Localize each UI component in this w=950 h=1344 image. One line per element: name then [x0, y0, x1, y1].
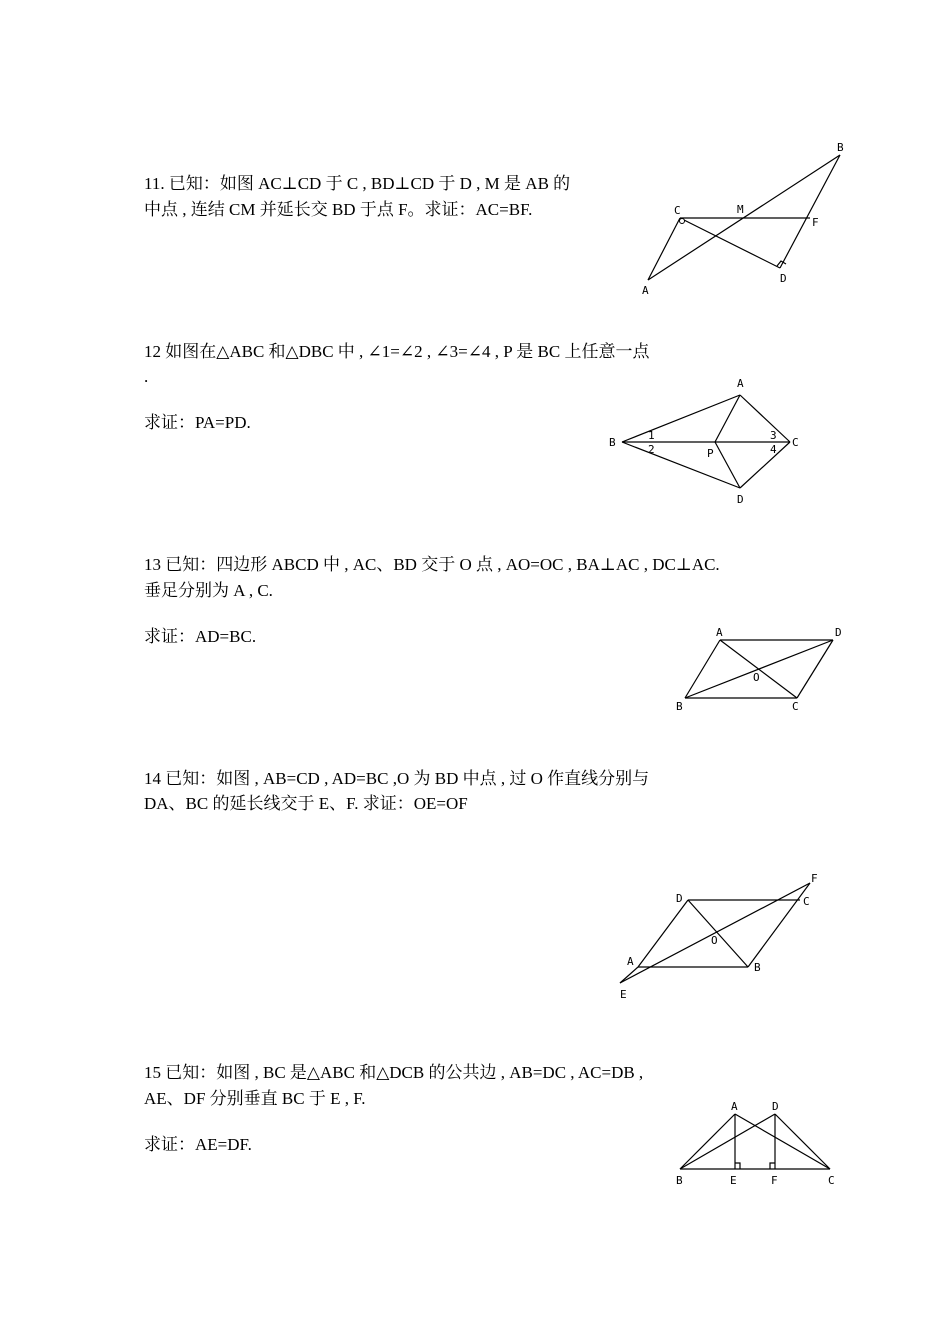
- problem-14-line-2: DA、BC 的延长线交于 E、F. 求证：OE=OF: [144, 794, 468, 813]
- problem-12-prove: 求证：PA=PD.: [144, 413, 251, 432]
- problem-12-line-1: 12 如图在△ABC 和△DBC 中 , ∠1=∠2 , ∠3=∠4 , P 是 BC 上任意一点: [144, 342, 650, 361]
- problem-12-line-2: .: [144, 367, 149, 386]
- label-a: A: [731, 1100, 738, 1113]
- label-o: O: [711, 934, 718, 947]
- right-angle-mark-e: [735, 1163, 740, 1169]
- label-o: O: [753, 671, 760, 684]
- problem-11-line-1: 11. 已知：如图 AC⊥CD 于 C , BD⊥CD 于 D , M 是 AB 的: [144, 174, 571, 193]
- label-c: C: [792, 700, 799, 713]
- angle-1: 1: [648, 429, 655, 442]
- segment-da: [638, 900, 688, 967]
- problem-14-figure: [610, 865, 835, 1005]
- segment-ba: [685, 640, 720, 698]
- label-f: F: [812, 216, 819, 229]
- problem-15-figure: [665, 1090, 850, 1195]
- label-m: M: [737, 203, 744, 216]
- problem-12-figure: [600, 370, 820, 515]
- problem-13-figure: [665, 620, 860, 720]
- problem-15-prove: 求证：AE=DF.: [144, 1135, 252, 1154]
- label-f: F: [811, 872, 818, 885]
- problem-15-line-1: 15 已知：如图 , BC 是△ABC 和△DCB 的公共边 , AB=DC , AC=DB ,: [144, 1063, 644, 1082]
- label-f: F: [771, 1174, 778, 1187]
- label-c: C: [792, 436, 799, 449]
- label-d: D: [835, 626, 842, 639]
- segment-cd: [797, 640, 833, 698]
- segment-pa: [715, 395, 740, 442]
- segment-dc: [740, 442, 790, 488]
- problem-13-line-1: 13 已知：四边形 ABCD 中 , AC、BD 交于 O 点 , AO=OC , BA⊥AC , DC⊥AC.: [144, 555, 720, 574]
- segment-pd: [715, 442, 740, 488]
- label-c: C: [803, 895, 810, 908]
- segment-bd: [780, 155, 840, 268]
- segment-bd: [685, 640, 833, 698]
- segment-bd: [622, 442, 740, 488]
- label-c: C: [828, 1174, 835, 1187]
- right-angle-mark-c: [680, 219, 685, 224]
- label-b: B: [837, 141, 844, 154]
- right-angle-mark-f: [770, 1163, 775, 1169]
- label-d: D: [780, 272, 787, 285]
- problem-13-prove: 求证：AD=BC.: [144, 627, 257, 646]
- label-e: E: [620, 988, 627, 1001]
- segment-bf: [748, 883, 810, 967]
- label-b: B: [754, 961, 761, 974]
- angle-3: 3: [770, 429, 777, 442]
- label-e: E: [730, 1174, 737, 1187]
- label-a: A: [627, 955, 634, 968]
- problem-13-line-2: 垂足分别为 A , C.: [144, 581, 273, 600]
- label-d: D: [737, 493, 744, 506]
- angle-2: 2: [648, 443, 655, 456]
- label-d: D: [772, 1100, 779, 1113]
- label-p: P: [707, 447, 714, 460]
- angle-4: 4: [770, 443, 777, 456]
- problem-14-line-1: 14 已知：如图 , AB=CD , AD=BC ,O 为 BD 中点 , 过 O 作直线分别与: [144, 769, 650, 788]
- segment-ef: [620, 883, 810, 983]
- label-a: A: [737, 377, 744, 390]
- segment-ac: [740, 395, 790, 442]
- problem-11-figure: [630, 135, 860, 305]
- label-a: A: [642, 284, 649, 297]
- label-c: C: [674, 204, 681, 217]
- problem-15-line-2: AE、DF 分别垂直 BC 于 E , F.: [144, 1089, 366, 1108]
- label-b: B: [676, 1174, 683, 1187]
- segment-db: [688, 900, 748, 967]
- problem-11-line-2: 中点 , 连结 CM 并延长交 BD 于点 F。求证：AC=BF.: [144, 200, 533, 219]
- segment-cd: [680, 218, 780, 268]
- segment-ac: [648, 218, 680, 280]
- label-b: B: [609, 436, 616, 449]
- label-b: B: [676, 700, 683, 713]
- segment-ba: [622, 395, 740, 442]
- label-d: D: [676, 892, 683, 905]
- label-a: A: [716, 626, 723, 639]
